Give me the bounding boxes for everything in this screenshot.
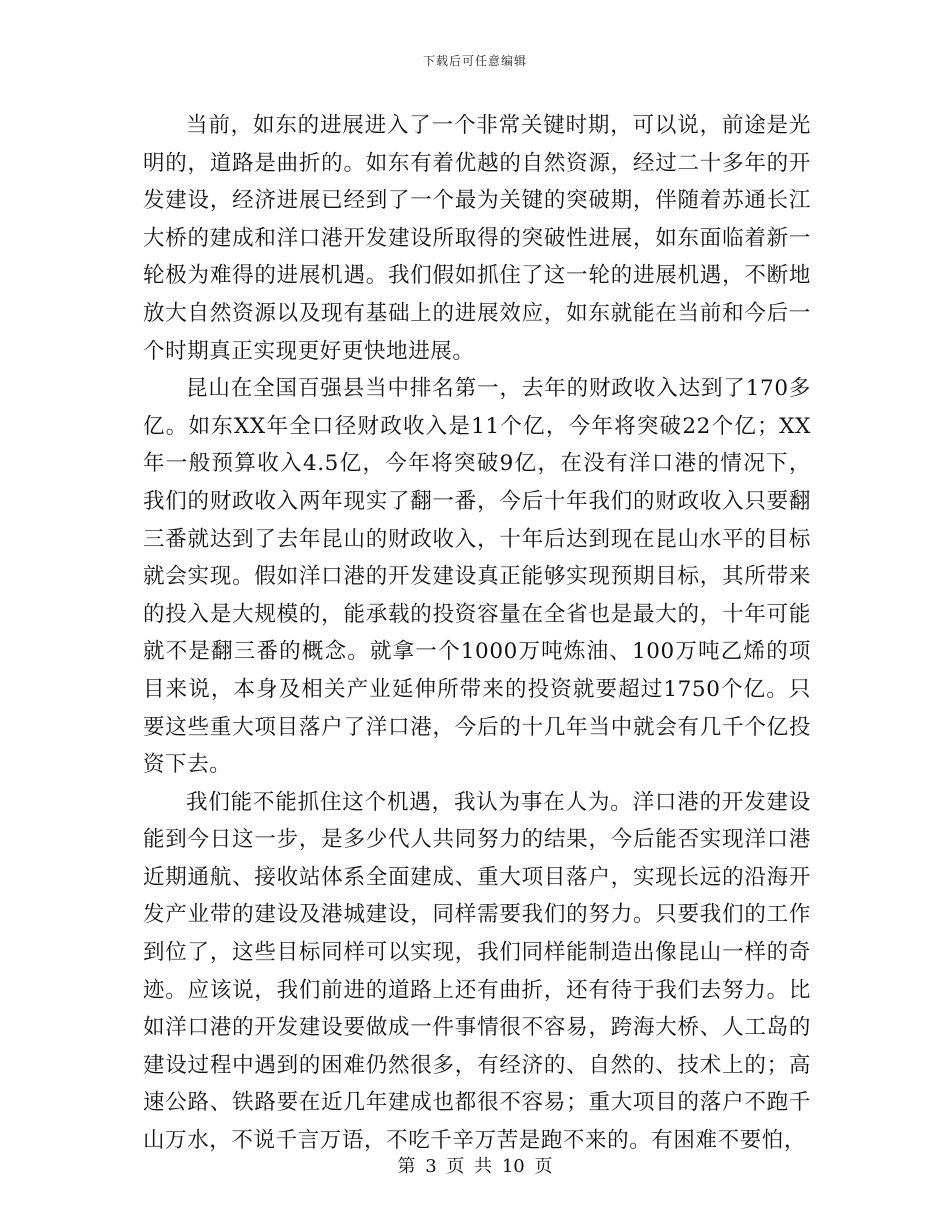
document-body xyxy=(143,107,811,1160)
paragraph-3: 我们能不能抓住这个机遇，我认为事在人为。洋口港的开发建设能到今日这一步，是多少代人共同努力的结果，今后能否实现洋口港近期通航、接收站体系全面建成、重大项目落户，实现长远的沿海开发产业带的建设及港城建设，同样需要我们的努力。只要我们的工作到位了，这些目标同样可以实现，我们同样能制造出像昆山一样的奇迹。应该说，我们前进的道路上还有曲折，还有待于我们去努力。比如洋口港的开发建设要做成一件事情很不容易，跨海大桥、人工岛的建设过程中遇到的困难仍然很多，有经济的、自然的、技术上的；高速公路、铁路要在近几年建成也都很不容易；重大项目的落户不跑千山万水，不说千言万语，不吃千辛万苦是跑不来的。有困难不要怕， xyxy=(143,789,811,1154)
page-number-footer: 第 3 页 共 10 页 xyxy=(397,1156,553,1177)
paragraph-1: 当前，如东的进展进入了一个非常关键时期，可以说，前途是光明的，道路是曲折的。如东有着优越的自然资源，经过二十多年的开发建设，经济进展已经到了一个最为关键的突破期，伴随着苏通长江大桥的建成和洋口港开发建设所取得的突破性进展，如东面临着新一轮极为难得的进展机遇。我们假如抓住了这一轮的进展机遇，不断地放大自然资源以及现有基础上的进展效应，如东就能在当前和今后一个时期真正实现更好更快地进展。 xyxy=(143,113,811,364)
paragraph-2: 昆山在全国百强县当中排名第一，去年的财政收入达到了170多亿。如东XX年全口径财政收入是11个亿，今年将突破22个亿；XX年一般预算收入4.5亿，今年将突破9亿，在没有洋口港的情况下，我们的财政收入两年现实了翻一番，今后十年我们的财政收入只要翻三番就达到了去年昆山的财政收入，十年后达到现在昆山水平的目标就会实现。假如洋口港的开发建设真正能够实现预期目标，其所带来的投入是大规模的，能承载的投资容量在全省也是最大的，十年可能就不是翻三番的概念。就拿一个1000万吨炼油、100万吨乙烯的项目来说，本身及相关产业延伸所带来的投资就要超过1750个亿。只要这些重大项目落户了洋口港，今后的十几年当中就会有几千个亿投资下去。 xyxy=(143,376,811,778)
page-header: 下载后可任意编辑 xyxy=(422,54,527,68)
